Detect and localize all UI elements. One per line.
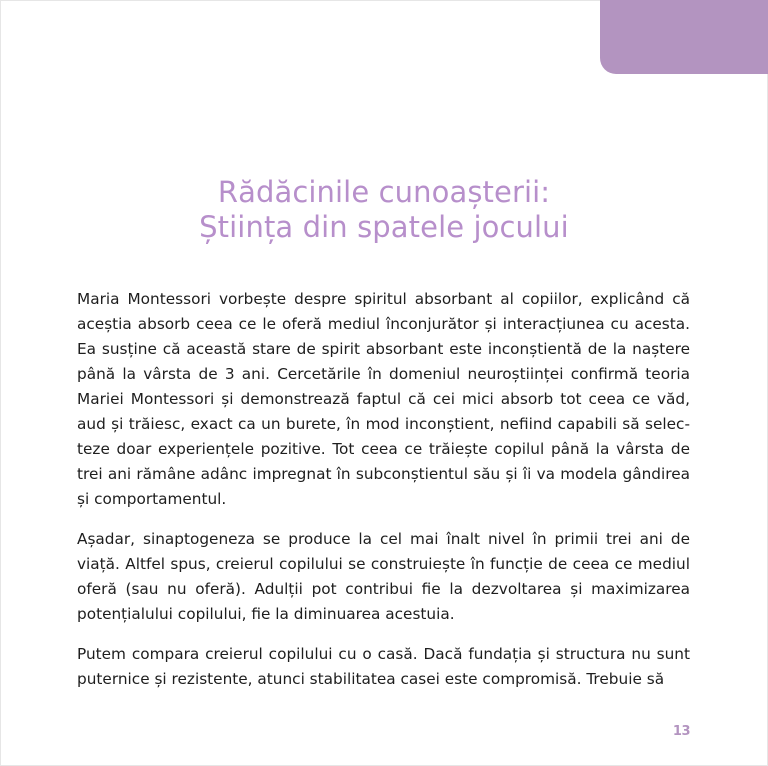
paragraph-2: Așadar, sinaptogeneza se produce la cel mai înalt nivel în primii trei ani de viață. Altfel spus, creierul copilului se construiește în funcție de ceea ce mediul oferă (sau nu oferă). Adulții pot contribui fie la dezvoltarea și maximizarea potențialului copilului, fie la diminuarea acestuia. [77,530,690,623]
paragraph-1: Maria Montessori vorbește despre spiritul absorbant al copiilor, explicând că aceștia absorb ceea ce le oferă mediul înconjurător și interacțiunea cu acesta. Ea susține că această stare de spirit absorbant este inconștientă de la naștere până la vârsta de 3 ani. Cercetările în domeniul neuroștiinței confirmă teoria Mariei Montessori și demonstrează faptul că cei mici absorb tot ceea ce văd, aud și trăiesc, exact ca un burete, în mod inconștient, nefiind capabili să selecteze doar experiențele pozitive. Tot ceea ce trăiește copilul până la vârsta de trei ani rămâne adânc impregnat în subconștientul său și îi va modela gândirea și comportamentul. [77,290,690,508]
title-line-2: Știința din spatele jocului [199,210,569,245]
body-text [77,287,690,707]
corner-tab-decoration [600,0,768,74]
page-number: 13 [672,724,690,739]
title-line-1: Rădăcinile cunoașterii: [217,175,551,210]
page-title [0,175,768,245]
paragraph-3: Putem compara creierul copilului cu o casă. Dacă fundația și structura nu sunt puternice și rezistente, atunci stabilitatea casei este compromisă. Trebuie să [77,645,690,688]
